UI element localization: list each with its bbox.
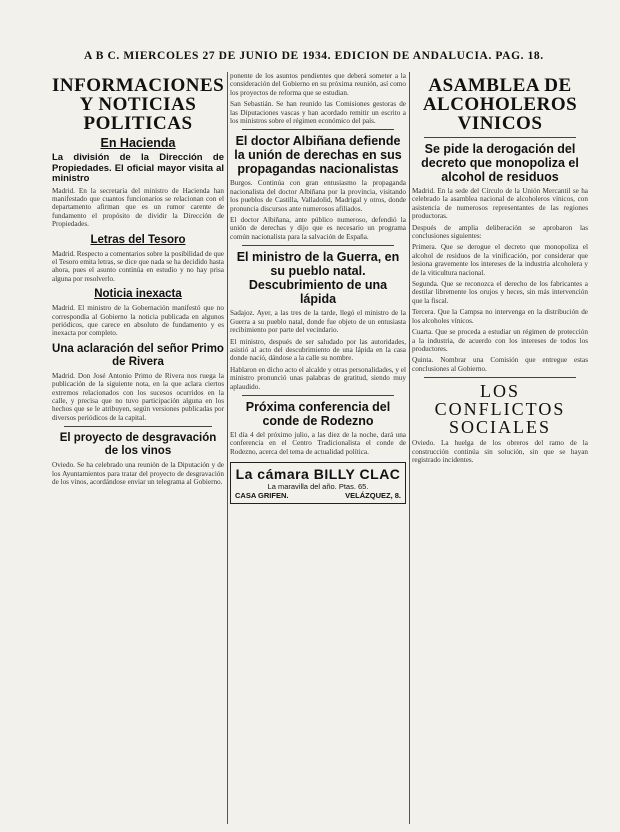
article-body: Sadajoz. Ayer, a las tres de la tarde, llegó el ministro de la Guerra a su pueblo natal, donde fue objeto de un entusiasta recibimiento por parte del vecindario. <box>230 309 406 335</box>
divider <box>242 245 394 246</box>
article-body: Después de amplia deliberación se aprobaron las conclusiones siguientes: <box>412 223 588 241</box>
column-1 <box>52 72 224 824</box>
advertisement <box>230 462 406 504</box>
article-heading: El proyecto de desgravación de los vinos <box>59 432 217 458</box>
column-rule <box>227 72 228 824</box>
article-heading: Noticia inexacta <box>94 288 182 301</box>
ad-title: La cámara BILLY CLAC <box>235 466 401 483</box>
article-body: Burgos. Continúa con gran entusiasmo la propaganda nacionalista del doctor Albiñana por la provincia, visitando los pueblos de Castilla, Valladolid, Madrigal y otros, donde pronuncia discursos ante numerosos afiliados. <box>230 179 406 213</box>
article-heading: Se pide la derogación del decreto que monopoliza el alcohol de residuos <box>421 142 579 184</box>
article-body: Madrid. Respecto a comentarios sobre la posibilidad de que el Tesoro emita letras, se dice que nada se ha decidido hasta ahora, pues el asunto continúa en estudio y no hay prisa alguna por resolverlo. <box>52 249 224 283</box>
article-body: Madrid. El ministro de la Gobernación manifestó que no correspondía al Gobierno la noticia publicada en algunos periódicos, que carece en absoluto de fundamento y es inexacta por completo. <box>52 304 224 338</box>
column-3 <box>412 72 588 824</box>
divider <box>242 129 394 130</box>
article-body: Oviedo. Se ha celebrado una reunión de la Diputación y de los Ayuntamientos para tratar del proyecto de desgravación de los vinos, acordándose enviar un telegrama al Gobierno. <box>52 461 224 487</box>
divider <box>424 137 576 138</box>
divider <box>242 395 394 396</box>
article-heading: En Hacienda <box>100 136 176 150</box>
divider <box>64 426 212 427</box>
article-body: Tercera. Que la Campsa no intervenga en la distribución de los alcoholes vínicos. <box>412 308 588 325</box>
article-body: Hablaron en dicho acto el alcalde y otras personalidades, y el ministro pronunció unas palabras de gratitud, siendo muy aplaudido. <box>230 365 406 391</box>
ad-address: VELÁZQUEZ, 8. <box>345 491 401 501</box>
article-body: Madrid. En la secretaría del ministro de Hacienda han manifestado que cuantos funcionarios se relacionan con el departamento afirman que es un rumor carente de fundamento el propósito de dividir la Dirección de Propiedades. <box>52 186 224 229</box>
column-rule <box>409 72 410 824</box>
article-lead: La división de la Dirección de Propiedades. El oficial mayor visita al ministro <box>52 152 224 184</box>
section-title: INFORMACIONES Y NOTICIAS POLITICAS <box>52 75 224 134</box>
article-body: San Sebastián. Se han reunido las Comisiones gestoras de las Diputaciones vascas y han acordado remitir un escrito a los ministros sobre el régimen económico del país. <box>230 100 406 126</box>
article-body: ponente de los asuntos pendientes que deberá someter a la consideración del Gobierno en su próxima reunión, así como los proyectos de reforma que se estudian. <box>230 72 406 97</box>
article-body: Primera. Que se derogue el decreto que monopoliza el alcohol de residuos de la vinificación, por considerar que lesiona gravemente los intereses de la industria alcoholera y de la viticultura nacional. <box>412 243 588 277</box>
article-body: Cuarta. Que se proceda a estudiar un régimen de protección a la industria, de acuerdo con los intereses de todos los productores. <box>412 328 588 353</box>
article-body: El día 4 del próximo julio, a las diez de la noche, dará una conferencia en el Centro Tradicionalista el conde de Rodezno, acerca del tema de actualidad política. <box>230 430 406 456</box>
article-body: Segunda. Que se reconozca el derecho de los fabricantes a destilar libremente los orujos y heces, sin más intervención que la fiscal. <box>412 280 588 305</box>
article-body: Madrid. Don José Antonio Primo de Rivera nos ruega la publicación de la siguiente nota, en la que aclara ciertos extremos relacionados con los sucesos ocurridos en la calle, y precisa que no tuvo participación alguna en los hechos que se le atribuyen, según versiones publicadas por diversos periódicos de la capital. <box>52 371 224 422</box>
article-heading: Próxima conferencia del conde de Rodezno <box>245 399 391 428</box>
column-2 <box>230 72 406 824</box>
article-title: LOS CONFLICTOS SOCIALES <box>434 381 566 438</box>
ad-footer <box>235 491 401 500</box>
article-body: Oviedo. La huelga de los obreros del ramo de la construcción continúa sin solución, sin que se hayan registrado incidentes. <box>412 439 588 464</box>
article-heading: Una aclaración del señor Primo de Rivera <box>52 342 224 368</box>
divider <box>424 377 576 378</box>
page-masthead: A B C. MIERCOLES 27 DE JUNIO DE 1934. EDICION DE ANDALUCIA. PAG. 18. <box>84 50 544 62</box>
ad-line: La maravilla del año. Ptas. 65. <box>267 482 369 492</box>
article-heading: El ministro de la Guerra, en su pueblo natal. Descubrimiento de una lápida <box>236 250 400 307</box>
article-title: ASAMBLEA DE ALCOHOLEROS VINICOS <box>422 75 578 134</box>
ad-store: CASA GRIFEN. <box>235 491 289 501</box>
article-heading: El doctor Albiñana defiende la unión de derechas en sus propagandas nacionalistas <box>234 134 402 177</box>
article-body: El ministro, después de ser saludado por las autoridades, asistió al acto del descubrimiento de una lápida en la casa donde nació, dándose a la calle su nombre. <box>230 337 406 363</box>
article-body: El doctor Albiñana, ante público numeroso, defendió la unión de derechas y dijo que es necesario un programa común nacionalista para la salvación de España. <box>230 216 406 241</box>
article-body: Madrid. En la sede del Círculo de la Unión Mercantil se ha celebrado la asamblea nacional de alcoholeros vínicos, con asistencia de numerosos representantes de las regiones productoras. <box>412 187 588 221</box>
article-body: Quinta. Nombrar una Comisión que entregue estas conclusiones al Gobierno. <box>412 356 588 373</box>
article-heading: Letras del Tesoro <box>90 233 186 246</box>
